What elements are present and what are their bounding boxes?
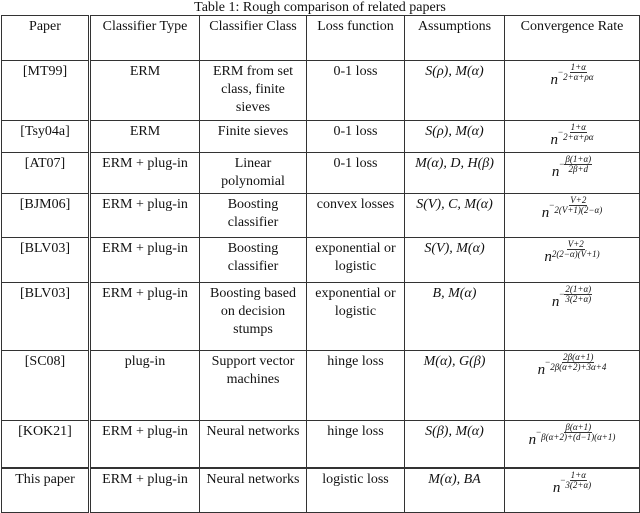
cell-paper: [BLV03] xyxy=(2,283,90,351)
rate-denominator: 2β+d xyxy=(568,164,589,174)
rate-numerator: 2β(α+1) xyxy=(563,352,594,362)
cell-paper: [KOK21] xyxy=(2,421,90,468)
rate-denominator: 2+α+ρα xyxy=(563,132,594,142)
cell-class: Linear polynomial xyxy=(200,153,307,194)
rate-numerator: V+2 xyxy=(567,239,584,249)
rate-formula: n $\frac{V+2}{2(2-\alpha)(V+1)}$ xyxy=(544,239,600,265)
cell-paper: [MT99] xyxy=(2,61,90,121)
table-row xyxy=(2,351,640,421)
cell-loss: exponential or logistic xyxy=(307,283,405,351)
cell-rate xyxy=(505,153,640,194)
header-paper: Paper xyxy=(2,16,90,61)
cell-assumptions: S(V), M(α) xyxy=(405,238,505,283)
cell-assumptions: S(β), M(α) xyxy=(405,421,505,468)
cell-assumptions: S(V), C, M(α) xyxy=(405,194,505,238)
cell-loss: convex losses xyxy=(307,194,405,238)
header-loss: Loss function xyxy=(307,16,405,61)
rate-numerator: β(α+1) xyxy=(565,422,592,432)
cell-assumptions: M(α), BA xyxy=(405,468,505,513)
rate-sign: − xyxy=(559,159,565,169)
cell-assumptions: S(ρ), M(α) xyxy=(405,61,505,121)
header-type: Classifier Type xyxy=(90,16,200,61)
cell-loss: exponential or logistic xyxy=(307,238,405,283)
header-rate: Convergence Rate xyxy=(505,16,640,61)
cell-class: Support vector machines xyxy=(200,351,307,421)
cell-paper: This paper xyxy=(2,468,90,513)
rate-formula: n − $\frac{V+2}{2(V+1)(2-\alpha)}$ xyxy=(541,195,603,221)
rate-formula: n − $\frac{1+\alpha}{2+\alpha+\rho\alpha}$ xyxy=(550,122,594,148)
rate-denominator: 2β(α+2)+3α+4 xyxy=(550,362,607,372)
cell-rate xyxy=(505,468,640,513)
cell-rate xyxy=(505,238,640,283)
cell-type: ERM xyxy=(90,61,200,121)
rate-denominator: 2+α+ρα xyxy=(563,72,594,82)
rate-sign: − xyxy=(560,474,566,485)
rate-denominator: 2(V+1)(2−α) xyxy=(554,205,603,215)
cell-paper: [AT07] xyxy=(2,153,90,194)
cell-rate xyxy=(505,194,640,238)
cell-type: ERM + plug-in xyxy=(90,238,200,283)
cell-rate xyxy=(505,121,640,153)
table-row xyxy=(2,121,640,153)
rate-formula: n − $\frac{1+\alpha}{3(2+\alpha)}$ xyxy=(552,469,592,496)
cell-assumptions: S(ρ), M(α) xyxy=(405,121,505,153)
cell-rate xyxy=(505,61,640,121)
cell-rate xyxy=(505,351,640,421)
cell-type: ERM + plug-in xyxy=(90,283,200,351)
cell-loss: 0-1 loss xyxy=(307,153,405,194)
rate-numerator: V+2 xyxy=(570,195,587,205)
cell-class: Neural networks xyxy=(200,468,307,513)
table-row xyxy=(2,468,640,513)
cell-assumptions: M(α), D, H(β) xyxy=(405,153,505,194)
rate-denominator: β(α+2)+(d−1)(α+1) xyxy=(541,432,616,442)
rate-sign: − xyxy=(559,289,565,299)
cell-paper: [Tsy04a] xyxy=(2,121,90,153)
cell-rate xyxy=(505,421,640,468)
rate-denominator: 2(2−α)(V+1) xyxy=(551,249,600,259)
rate-numerator: 2(1+α) xyxy=(565,284,592,294)
header-assumptions: Assumptions xyxy=(405,16,505,61)
rate-numerator: 1+α xyxy=(570,122,586,132)
rate-formula: n − $\frac{2(1+\alpha)}{3(2+\alpha)}$ xyxy=(551,284,592,310)
cell-loss: 0-1 loss xyxy=(307,121,405,153)
cell-loss: logistic loss xyxy=(307,468,405,513)
cell-rate xyxy=(505,283,640,351)
cell-type: ERM + plug-in xyxy=(90,421,200,468)
cell-class: Boosting classifier xyxy=(200,238,307,283)
cell-class: Finite sieves xyxy=(200,121,307,153)
rate-sign: − xyxy=(558,127,564,137)
cell-assumptions: M(α), G(β) xyxy=(405,351,505,421)
table-caption: Table 1: Rough comparison of related papers xyxy=(194,0,446,15)
rate-sign: − xyxy=(545,357,551,367)
table-row xyxy=(2,153,640,194)
rate-numerator: 1+α xyxy=(570,469,586,480)
cell-loss: hinge loss xyxy=(307,351,405,421)
header-class: Classifier Class xyxy=(200,16,307,61)
cell-type: ERM + plug-in xyxy=(90,194,200,238)
cell-paper: [BJM06] xyxy=(2,194,90,238)
rate-formula: n − $\frac{\beta(\alpha+1)}{\beta(\alpha+2)+(d-1)(\alpha+1)}$ xyxy=(528,422,616,448)
rate-denominator: 3(2+α) xyxy=(565,294,592,304)
cell-class: ERM from set class, finite sieves xyxy=(200,61,307,121)
cell-class: Boosting classifier xyxy=(200,194,307,238)
cell-type: ERM + plug-in xyxy=(90,153,200,194)
rate-numerator: β(1+α) xyxy=(565,154,592,164)
cell-class: Boosting based on decision stumps xyxy=(200,283,307,351)
table-row xyxy=(2,421,640,468)
comparison-table xyxy=(1,15,640,513)
cell-loss: 0-1 loss xyxy=(307,61,405,121)
rate-formula: n − $\frac{2\beta(\alpha+1)}{2\beta(\alpha+2)+3\alpha+4}$ xyxy=(537,352,607,378)
cell-loss: hinge loss xyxy=(307,421,405,468)
rate-sign: − xyxy=(549,200,555,210)
rate-sign: − xyxy=(536,427,542,437)
rate-numerator: 1+α xyxy=(570,62,586,72)
rate-formula: n − $\frac{1+\alpha}{2+\alpha+\rho\alpha}$ xyxy=(550,62,594,88)
cell-paper: [BLV03] xyxy=(2,238,90,283)
cell-class: Neural networks xyxy=(200,421,307,468)
cell-type: plug-in xyxy=(90,351,200,421)
table-row xyxy=(2,283,640,351)
rate-denominator: 3(2+α) xyxy=(565,479,592,490)
table-row xyxy=(2,238,640,283)
rate-formula: n − $\frac{\beta(1+\alpha)}{2\beta+d}$ xyxy=(551,154,592,180)
cell-type: ERM + plug-in xyxy=(90,468,200,513)
cell-type: ERM xyxy=(90,121,200,153)
cell-assumptions: B, M(α) xyxy=(405,283,505,351)
table-row xyxy=(2,194,640,238)
header-row xyxy=(2,16,640,61)
rate-sign: − xyxy=(558,67,564,77)
cell-paper: [SC08] xyxy=(2,351,90,421)
table-row xyxy=(2,61,640,121)
